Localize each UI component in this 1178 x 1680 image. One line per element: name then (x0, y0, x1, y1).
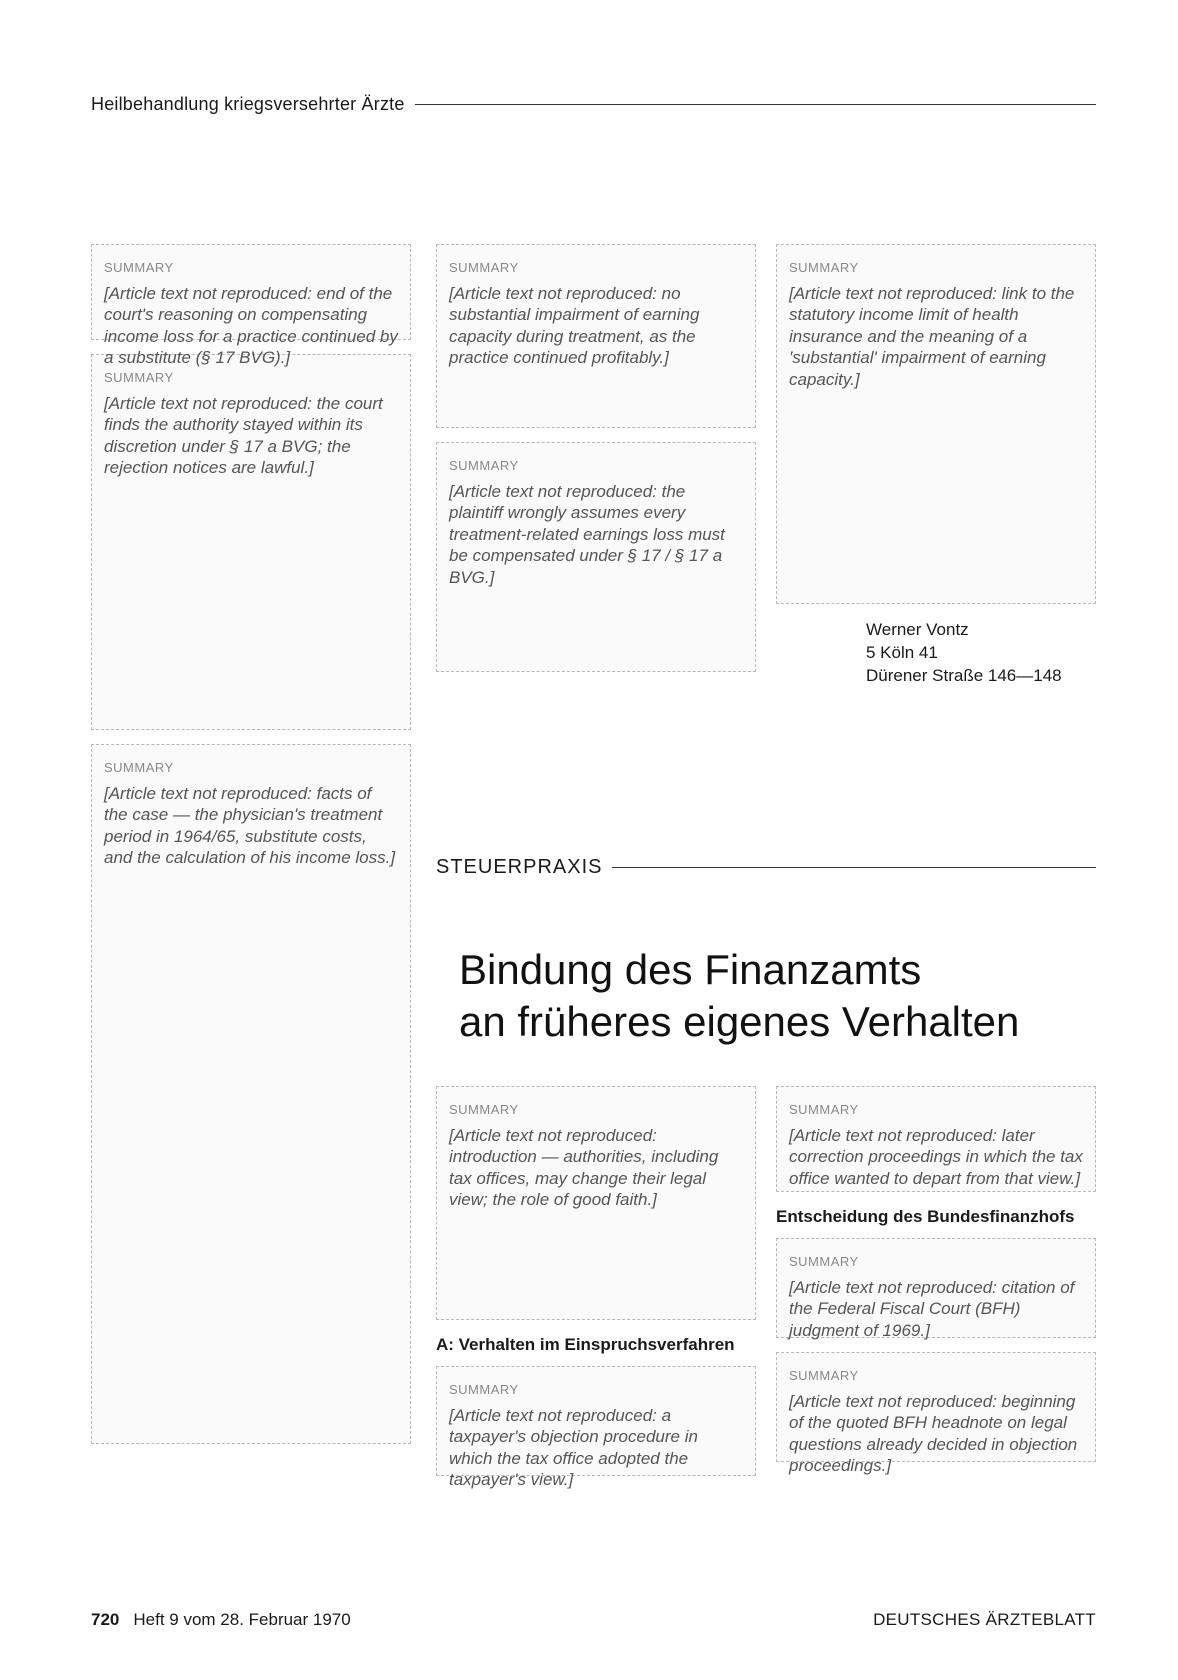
tax-column-a (436, 1086, 756, 1490)
running-header (91, 94, 1096, 115)
tax-column-b (776, 1086, 1096, 1476)
column-2 (436, 244, 756, 686)
text-block: SUMMARY [Article text not reproduced: citation of the Federal Fiscal Court (BFH) judgment of 1969.] (776, 1238, 1096, 1338)
section-label: STEUERPRAXIS (436, 856, 603, 878)
author-city: 5 Köln 41 (866, 643, 938, 662)
text-block: SUMMARY [Article text not reproduced: facts of the case — the physician's treatment period in 1964/65, substitute costs, and the calculation of his income loss.] (91, 744, 411, 1444)
subheading: A: Verhalten im Einspruchsverfahren (436, 1335, 735, 1354)
page-footer (91, 1610, 1096, 1630)
text-block: SUMMARY [Article text not reproduced: no substantial impairment of earning capacity during treatment, as the practice continued profitably.] (436, 244, 756, 428)
subheading: Entscheidung des Bundesfinanzhofs (776, 1207, 1075, 1226)
text-block: SUMMARY [Article text not reproduced: introduction — authorities, including tax offices, may change their legal view; the role of good faith.] (436, 1086, 756, 1320)
page-number: 720 (91, 1610, 120, 1629)
article-headline: Bindung des Finanzamts an früheres eigenes Verhalten (459, 946, 1020, 1045)
text-block: SUMMARY [Article text not reproduced: beginning of the quoted BFH headnote on legal questions already decided in objection proceedings.] (776, 1352, 1096, 1462)
text-block: SUMMARY [Article text not reproduced: end of the court's reasoning on compensating income loss for a practice continued by a substitute (§ 17 BVG).] (91, 244, 411, 340)
text-block: SUMMARY [Article text not reproduced: a taxpayer's objection procedure in which the tax office adopted the taxpayer's view.] (436, 1366, 756, 1476)
author-street: Dürener Straße 146—148 (866, 666, 1062, 685)
text-block: SUMMARY [Article text not reproduced: the plaintiff wrongly assumes every treatment-related earnings loss must be compensated under § 17 / § 17 a BVG.] (436, 442, 756, 672)
author-name: Werner Vontz (866, 620, 969, 639)
section-header (436, 856, 1096, 879)
header-rule (415, 104, 1096, 105)
text-block: SUMMARY [Article text not reproduced: link to the statutory income limit of health insurance and the meaning of a 'substantial' impairment of earning capacity.] (776, 244, 1096, 604)
text-block: SUMMARY [Article text not reproduced: later correction proceedings in which the tax office wanted to depart from that view.] (776, 1086, 1096, 1192)
journal-name: DEUTSCHES ÄRZTEBLATT (873, 1610, 1096, 1629)
issue-info: Heft 9 vom 28. Februar 1970 (133, 1610, 351, 1629)
text-block: SUMMARY [Article text not reproduced: the court finds the authority stayed within its discretion under § 17 a BVG; the rejection notices are lawful.] (91, 354, 411, 730)
column-1 (91, 244, 411, 1458)
column-3 (776, 244, 1096, 687)
section-rule (612, 867, 1096, 868)
author-signature (866, 618, 1096, 687)
running-title: Heilbehandlung kriegsversehrter Ärzte (91, 94, 405, 114)
